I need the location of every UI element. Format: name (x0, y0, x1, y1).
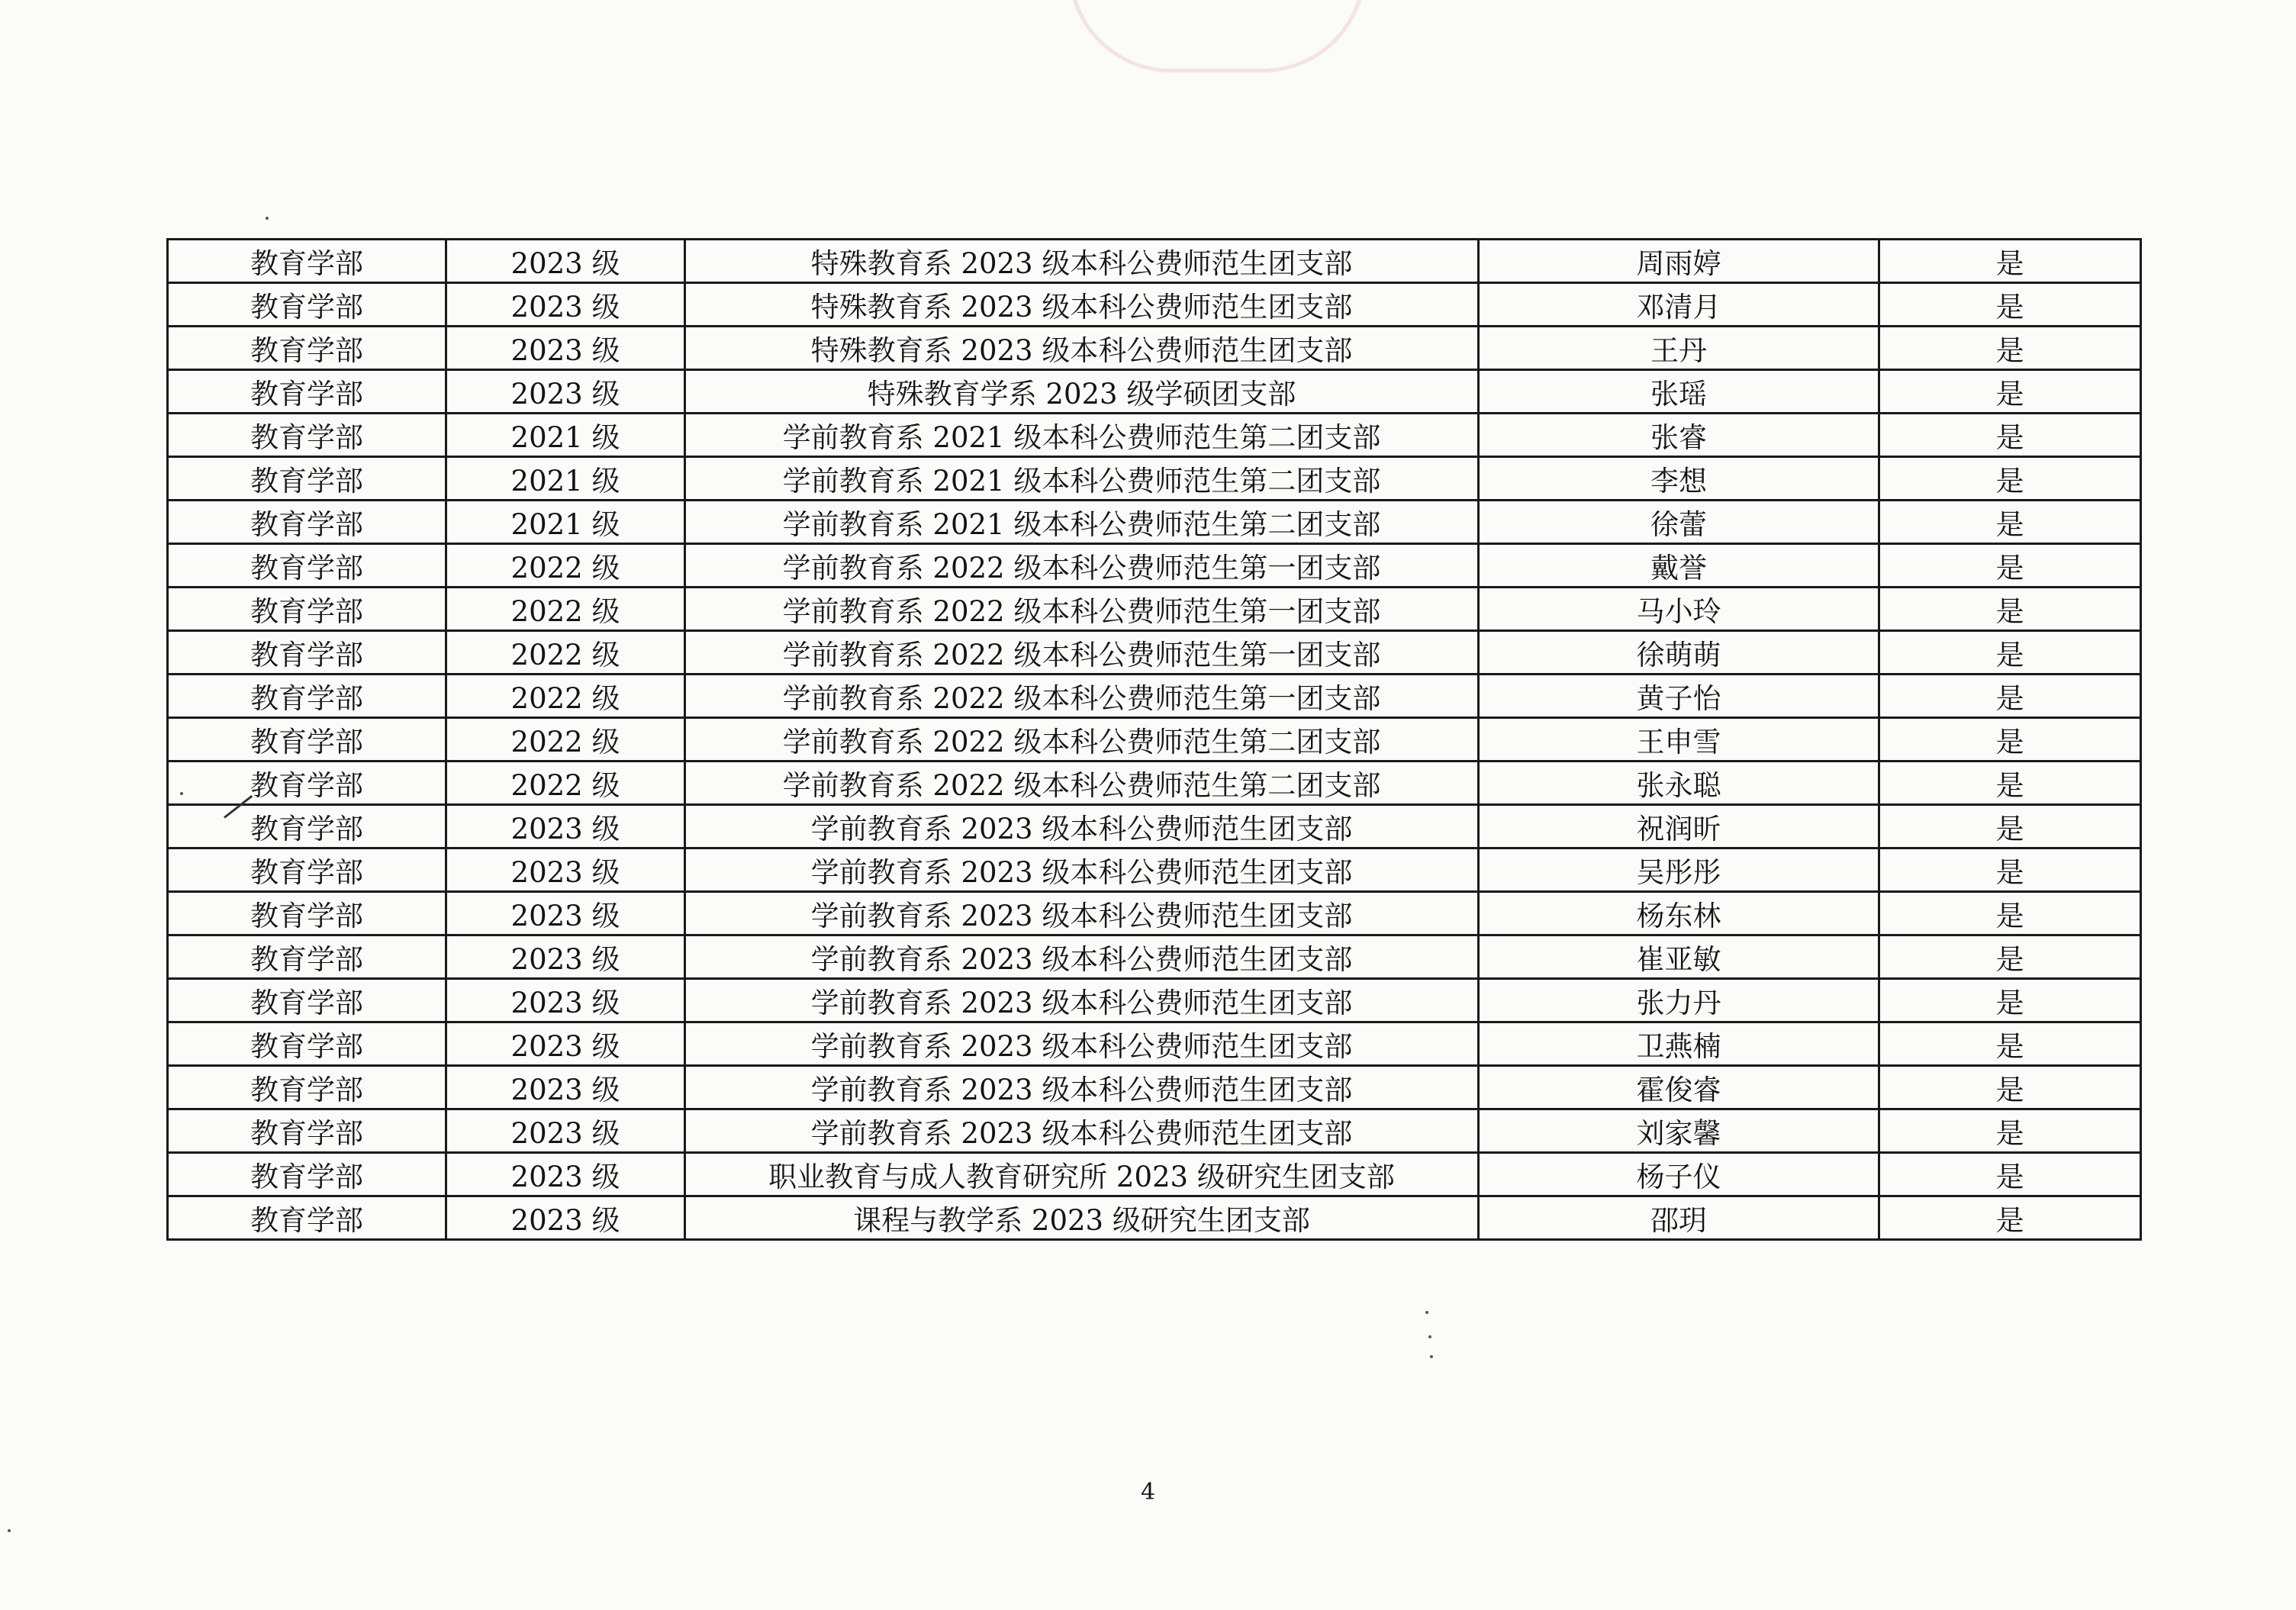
branch-cell: 学前教育系 2023 级本科公费师范生团支部 (685, 805, 1479, 848)
status-cell: 是 (1879, 370, 2141, 414)
branch-cell: 学前教育系 2022 级本科公费师范生第一团支部 (685, 631, 1479, 675)
name-cell: 霍俊睿 (1479, 1066, 1879, 1109)
grade-cell: 2023 级 (446, 370, 685, 414)
table-row (168, 718, 2141, 762)
branch-cell: 学前教育系 2021 级本科公费师范生第二团支部 (685, 457, 1479, 501)
grade-cell: 2021 级 (446, 501, 685, 544)
table-row (168, 1066, 2141, 1109)
status-cell: 是 (1879, 457, 2141, 501)
name-cell: 戴誉 (1479, 544, 1879, 588)
grade-cell: 2023 级 (446, 979, 685, 1022)
status-cell: 是 (1879, 718, 2141, 762)
department-cell: 教育学部 (168, 631, 446, 675)
table-row (168, 892, 2141, 935)
status-cell: 是 (1879, 544, 2141, 588)
grade-cell: 2023 级 (446, 1196, 685, 1240)
scan-speck (1425, 1311, 1428, 1314)
grade-cell: 2023 级 (446, 1066, 685, 1109)
table-row (168, 675, 2141, 718)
branch-cell: 学前教育系 2023 级本科公费师范生团支部 (685, 1109, 1479, 1153)
status-cell: 是 (1879, 327, 2141, 370)
table-row (168, 1196, 2141, 1240)
table-row (168, 1022, 2141, 1066)
branch-cell: 学前教育系 2023 级本科公费师范生团支部 (685, 1066, 1479, 1109)
branch-cell: 学前教育系 2021 级本科公费师范生第二团支部 (685, 501, 1479, 544)
grade-cell: 2023 级 (446, 1153, 685, 1196)
name-cell: 祝润昕 (1479, 805, 1879, 848)
grade-cell: 2021 级 (446, 414, 685, 457)
scan-speck (180, 792, 183, 795)
branch-cell: 特殊教育系 2023 级本科公费师范生团支部 (685, 240, 1479, 283)
status-cell: 是 (1879, 979, 2141, 1022)
grade-cell: 2023 级 (446, 848, 685, 892)
branch-cell: 学前教育系 2022 级本科公费师范生第一团支部 (685, 675, 1479, 718)
branch-cell: 学前教育系 2023 级本科公费师范生团支部 (685, 979, 1479, 1022)
table-row (168, 501, 2141, 544)
branch-cell: 学前教育系 2022 级本科公费师范生第一团支部 (685, 588, 1479, 631)
department-cell: 教育学部 (168, 762, 446, 805)
department-cell: 教育学部 (168, 848, 446, 892)
grade-cell: 2023 级 (446, 805, 685, 848)
department-cell: 教育学部 (168, 1196, 446, 1240)
seal-stamp-fragment (1068, 0, 1366, 72)
name-cell: 卫燕楠 (1479, 1022, 1879, 1066)
department-cell: 教育学部 (168, 1153, 446, 1196)
name-cell: 吴彤彤 (1479, 848, 1879, 892)
table-row (168, 848, 2141, 892)
status-cell: 是 (1879, 762, 2141, 805)
department-cell: 教育学部 (168, 283, 446, 327)
branch-cell: 特殊教育学系 2023 级学硕团支部 (685, 370, 1479, 414)
branch-cell: 学前教育系 2022 级本科公费师范生第一团支部 (685, 544, 1479, 588)
status-cell: 是 (1879, 892, 2141, 935)
table-row (168, 935, 2141, 979)
scan-speck (266, 217, 269, 220)
grade-cell: 2023 级 (446, 1109, 685, 1153)
department-cell: 教育学部 (168, 892, 446, 935)
name-cell: 黄子怡 (1479, 675, 1879, 718)
department-cell: 教育学部 (168, 370, 446, 414)
branch-cell: 特殊教育系 2023 级本科公费师范生团支部 (685, 327, 1479, 370)
name-cell: 徐萌萌 (1479, 631, 1879, 675)
grade-cell: 2023 级 (446, 327, 685, 370)
status-cell: 是 (1879, 1066, 2141, 1109)
name-cell: 王申雪 (1479, 718, 1879, 762)
grade-cell: 2022 级 (446, 631, 685, 675)
grade-cell: 2023 级 (446, 935, 685, 979)
department-cell: 教育学部 (168, 1022, 446, 1066)
roster-table-body (168, 240, 2141, 1240)
branch-cell: 学前教育系 2022 级本科公费师范生第二团支部 (685, 762, 1479, 805)
department-cell: 教育学部 (168, 501, 446, 544)
grade-cell: 2023 级 (446, 240, 685, 283)
department-cell: 教育学部 (168, 805, 446, 848)
name-cell: 杨东林 (1479, 892, 1879, 935)
name-cell: 张睿 (1479, 414, 1879, 457)
department-cell: 教育学部 (168, 457, 446, 501)
name-cell: 王丹 (1479, 327, 1879, 370)
table-row (168, 631, 2141, 675)
branch-cell: 学前教育系 2021 级本科公费师范生第二团支部 (685, 414, 1479, 457)
page-number: 4 (1140, 1479, 1156, 1505)
table-row (168, 979, 2141, 1022)
status-cell: 是 (1879, 631, 2141, 675)
name-cell: 张永聪 (1479, 762, 1879, 805)
status-cell: 是 (1879, 588, 2141, 631)
status-cell: 是 (1879, 1022, 2141, 1066)
status-cell: 是 (1879, 414, 2141, 457)
grade-cell: 2023 级 (446, 1022, 685, 1066)
name-cell: 徐蕾 (1479, 501, 1879, 544)
name-cell: 张力丹 (1479, 979, 1879, 1022)
grade-cell: 2022 级 (446, 544, 685, 588)
table-row (168, 240, 2141, 283)
status-cell: 是 (1879, 240, 2141, 283)
status-cell: 是 (1879, 1109, 2141, 1153)
roster-table (166, 238, 2142, 1241)
status-cell: 是 (1879, 283, 2141, 327)
table-row (168, 370, 2141, 414)
table-row (168, 588, 2141, 631)
department-cell: 教育学部 (168, 1066, 446, 1109)
status-cell: 是 (1879, 935, 2141, 979)
branch-cell: 职业教育与成人教育研究所 2023 级研究生团支部 (685, 1153, 1479, 1196)
branch-cell: 课程与教学系 2023 级研究生团支部 (685, 1196, 1479, 1240)
branch-cell: 特殊教育系 2023 级本科公费师范生团支部 (685, 283, 1479, 327)
department-cell: 教育学部 (168, 1109, 446, 1153)
department-cell: 教育学部 (168, 935, 446, 979)
name-cell: 刘家馨 (1479, 1109, 1879, 1153)
name-cell: 周雨婷 (1479, 240, 1879, 283)
scan-speck (8, 1529, 11, 1532)
status-cell: 是 (1879, 848, 2141, 892)
status-cell: 是 (1879, 805, 2141, 848)
department-cell: 教育学部 (168, 544, 446, 588)
name-cell: 邓清月 (1479, 283, 1879, 327)
department-cell: 教育学部 (168, 240, 446, 283)
table-row (168, 805, 2141, 848)
name-cell: 邵玥 (1479, 1196, 1879, 1240)
grade-cell: 2022 级 (446, 588, 685, 631)
department-cell: 教育学部 (168, 327, 446, 370)
table-row (168, 457, 2141, 501)
table-row (168, 327, 2141, 370)
status-cell: 是 (1879, 675, 2141, 718)
table-row (168, 1109, 2141, 1153)
branch-cell: 学前教育系 2023 级本科公费师范生团支部 (685, 935, 1479, 979)
branch-cell: 学前教育系 2023 级本科公费师范生团支部 (685, 892, 1479, 935)
grade-cell: 2023 级 (446, 283, 685, 327)
scan-speck (1430, 1355, 1433, 1358)
name-cell: 崔亚敏 (1479, 935, 1879, 979)
status-cell: 是 (1879, 501, 2141, 544)
branch-cell: 学前教育系 2023 级本科公费师范生团支部 (685, 1022, 1479, 1066)
name-cell: 杨子仪 (1479, 1153, 1879, 1196)
table-row (168, 414, 2141, 457)
name-cell: 张瑶 (1479, 370, 1879, 414)
branch-cell: 学前教育系 2023 级本科公费师范生团支部 (685, 848, 1479, 892)
table-row (168, 283, 2141, 327)
grade-cell: 2022 级 (446, 675, 685, 718)
scan-speck (1428, 1335, 1431, 1338)
name-cell: 李想 (1479, 457, 1879, 501)
branch-cell: 学前教育系 2022 级本科公费师范生第二团支部 (685, 718, 1479, 762)
table-row (168, 544, 2141, 588)
grade-cell: 2022 级 (446, 718, 685, 762)
name-cell: 马小玲 (1479, 588, 1879, 631)
department-cell: 教育学部 (168, 979, 446, 1022)
department-cell: 教育学部 (168, 414, 446, 457)
table-row (168, 762, 2141, 805)
department-cell: 教育学部 (168, 588, 446, 631)
grade-cell: 2023 级 (446, 892, 685, 935)
status-cell: 是 (1879, 1153, 2141, 1196)
grade-cell: 2021 级 (446, 457, 685, 501)
status-cell: 是 (1879, 1196, 2141, 1240)
department-cell: 教育学部 (168, 718, 446, 762)
table-row (168, 1153, 2141, 1196)
department-cell: 教育学部 (168, 675, 446, 718)
grade-cell: 2022 级 (446, 762, 685, 805)
